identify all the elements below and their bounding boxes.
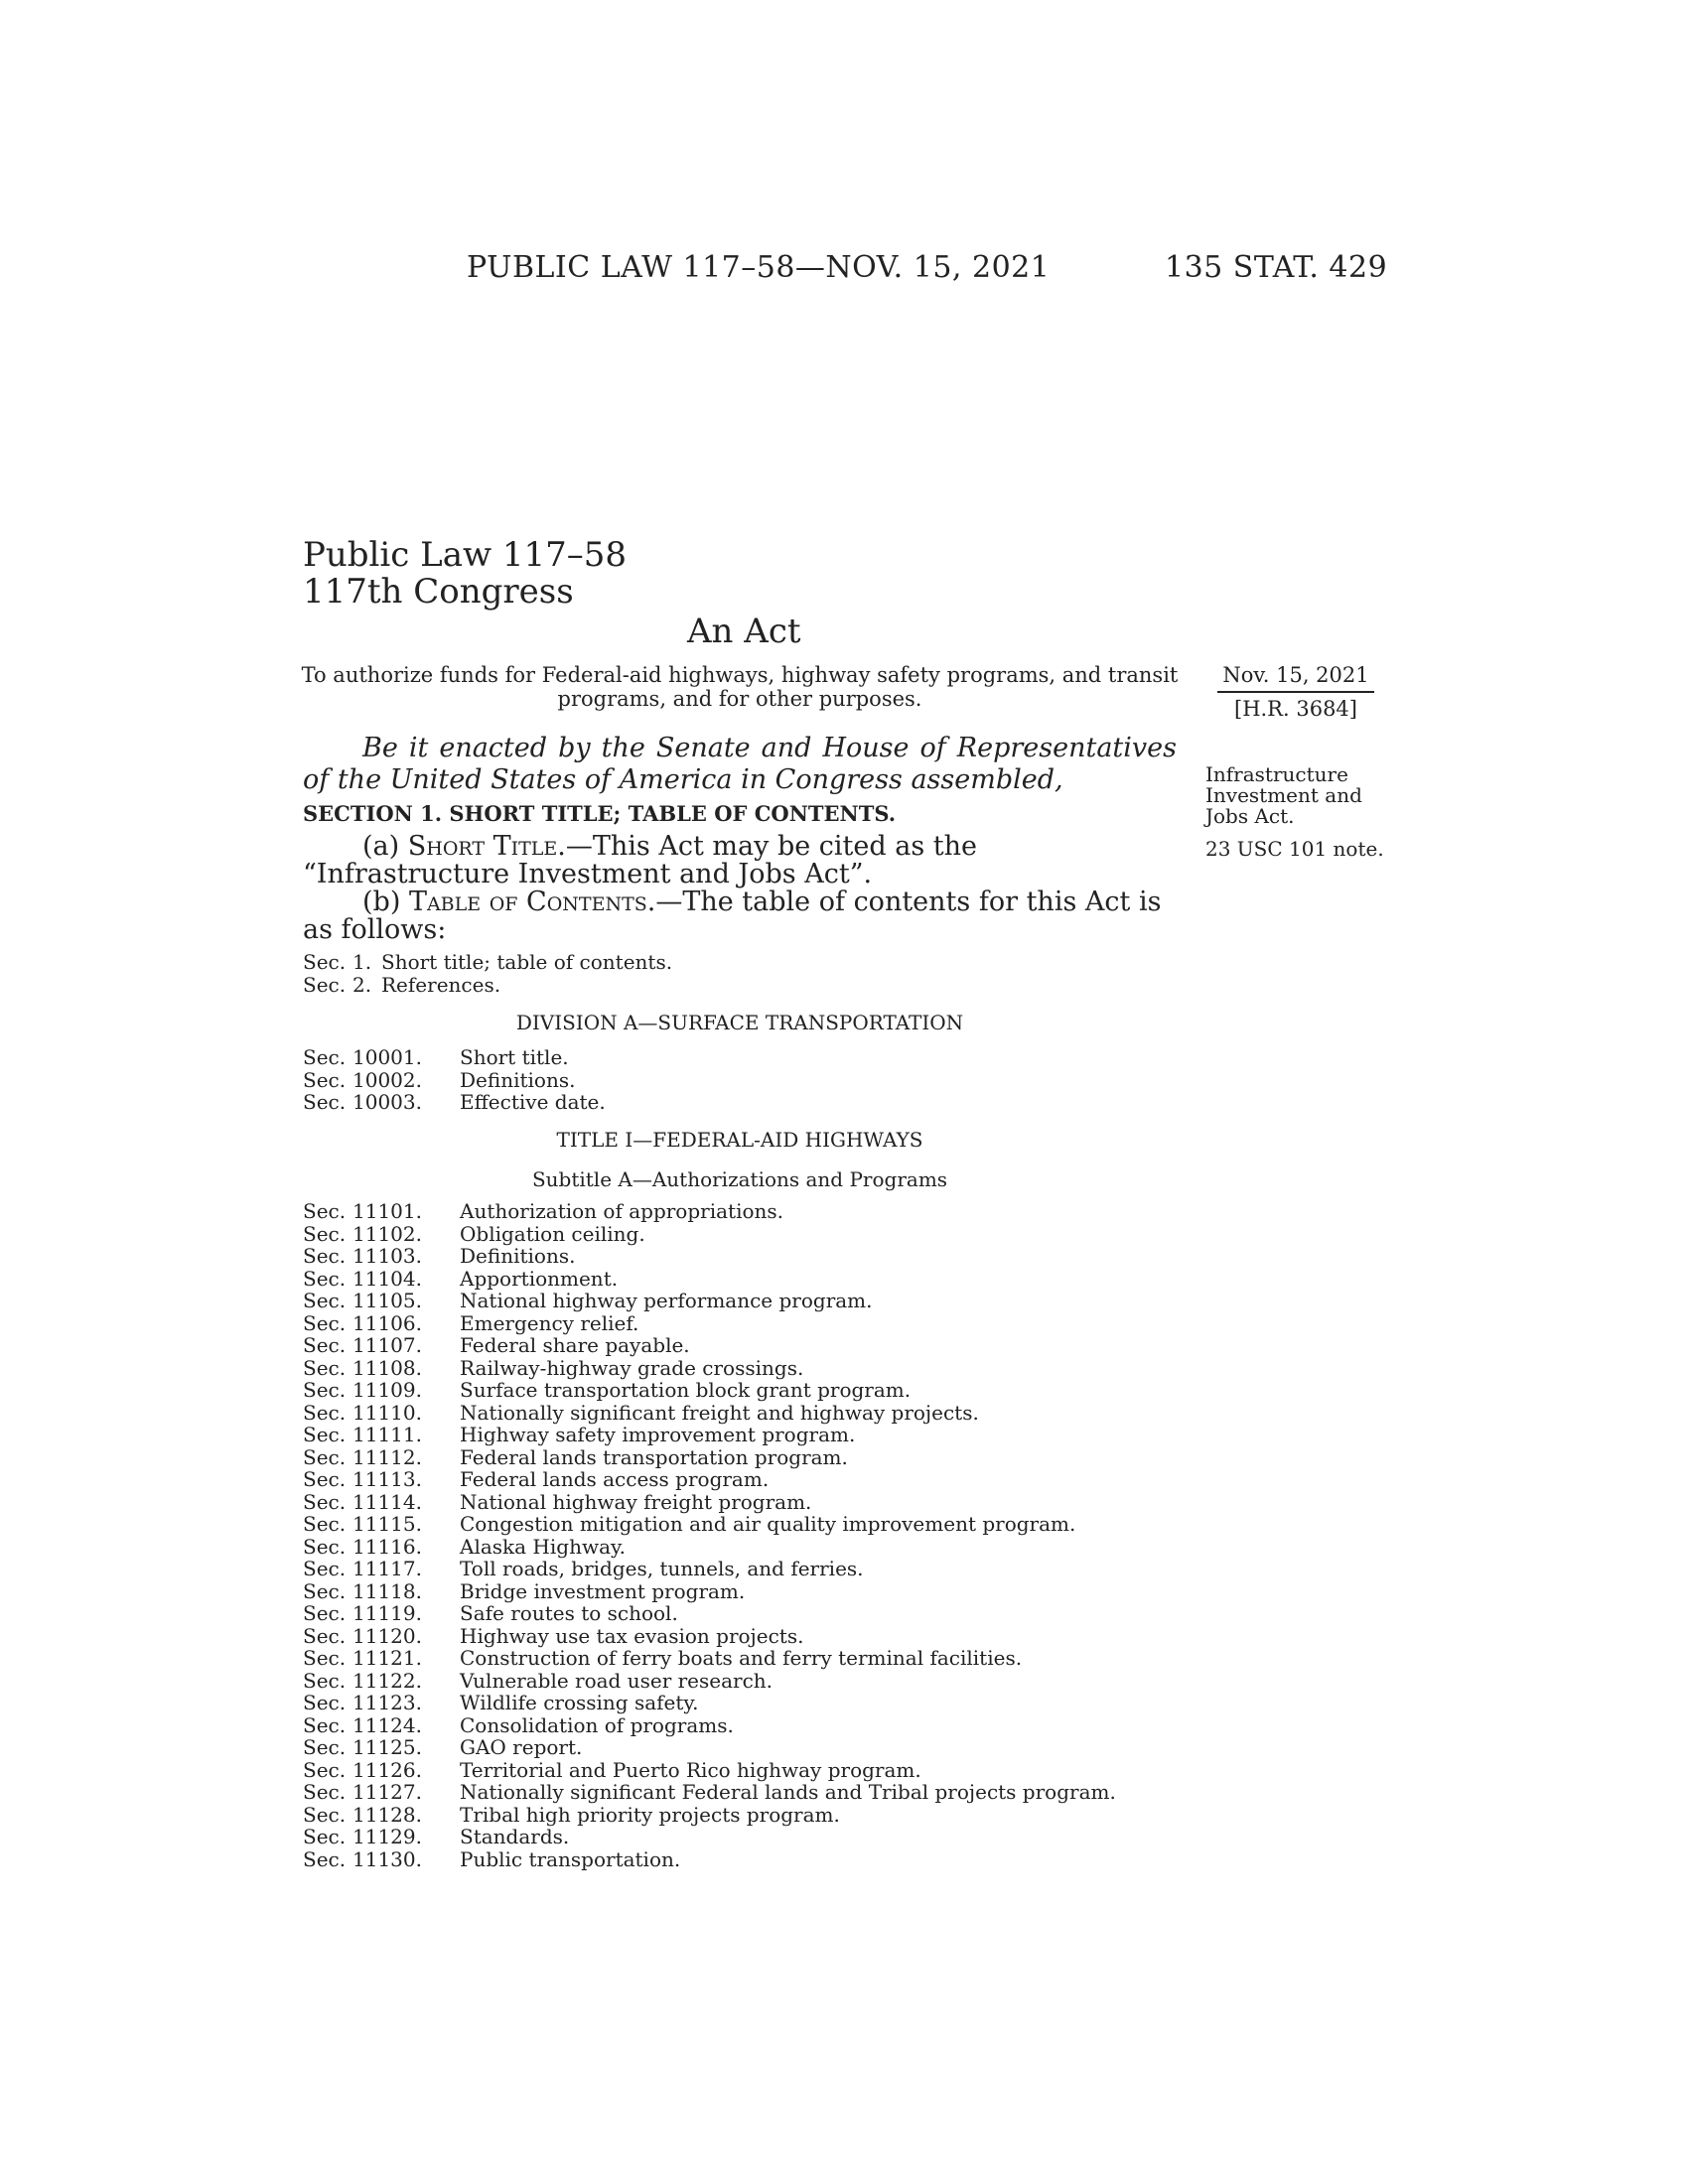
toc-sec-title: Federal share payable.: [460, 1333, 690, 1357]
toc-entry: [303, 1625, 1116, 1648]
toc-sec-number: 10003.: [352, 1090, 422, 1114]
toc-sec-number: 11124.: [352, 1712, 422, 1737]
margin-note-line: Investment and: [1205, 783, 1362, 807]
enactment-date-box: [1217, 663, 1374, 721]
toc-sec-label: Sec.: [303, 1067, 347, 1092]
toc-sec-number: 11126.: [352, 1757, 422, 1782]
toc-sec-number: 11106.: [352, 1310, 422, 1335]
running-header-page: 135 STAT. 429: [1165, 250, 1388, 285]
toc-entry: [303, 1848, 1116, 1871]
enactment-date: Nov. 15, 2021: [1217, 663, 1374, 693]
toc-entry: [303, 1200, 1116, 1223]
toc-sec-number: 11123.: [352, 1691, 422, 1714]
toc-sec-number: 11127.: [352, 1780, 422, 1804]
toc-sec-label: Sec.: [303, 1735, 347, 1759]
enacting-clause: Be it enacted by the Senate and House of Representatives of the United States of America in Congress assembled,: [303, 733, 1177, 795]
margin-note-usc: 23 USC 101 note.: [1205, 837, 1384, 861]
toc-sec-label: Sec.: [303, 1512, 347, 1536]
toc-sec-label: Sec.: [303, 1757, 347, 1782]
toc-sec-number: 10001.: [352, 1045, 422, 1069]
margin-note-short-title: [1205, 764, 1362, 827]
toc-sec-label: Sec.: [303, 1557, 347, 1580]
toc-sec-title: Railway-highway grade crossings.: [460, 1355, 804, 1380]
subtitle-heading: Subtitle A—Authorizations and Programs: [531, 1167, 948, 1191]
toc-sec-title: Nationally significant freight and highway projects.: [460, 1400, 979, 1425]
toc-sec-number: 11130.: [352, 1846, 422, 1871]
toc-entry: [303, 1558, 1116, 1580]
toc-sec-label: Sec.: [303, 1825, 347, 1848]
toc-sec-title: Congestion mitigation and air quality improvement program.: [460, 1512, 1076, 1536]
toc-sec-label: Sec.: [303, 1691, 347, 1714]
toc-sec-title: Definitions.: [460, 1067, 576, 1092]
toc-sec-title: Highway safety improvement program.: [460, 1423, 856, 1446]
margin-note-line: Jobs Act.: [1205, 804, 1295, 828]
toc-sec-number: 11129.: [352, 1825, 422, 1848]
toc-sec-label: Sec.: [303, 1712, 347, 1737]
public-law-number: Public Law 117–58: [303, 535, 628, 575]
toc-entry: [303, 1312, 1116, 1335]
toc-sec-label: Sec.: [303, 1534, 347, 1559]
toc-entry: [303, 1647, 1116, 1670]
toc-entry: [303, 1379, 1116, 1402]
toc-entry: [303, 1223, 1116, 1246]
toc-sec-label: Sec.: [303, 1646, 347, 1670]
toc-sec-title: Short title; table of contents.: [381, 950, 673, 974]
toc-entry: [303, 1670, 1116, 1693]
act-purpose: To authorize funds for Federal-aid highways, highway safety programs, and transit programs, and for other purposes.: [301, 663, 1179, 711]
toc-sec-label: Sec.: [303, 1623, 347, 1648]
toc-entry: [303, 1513, 1116, 1536]
toc-sec-title: Apportionment.: [460, 1266, 619, 1291]
congress-number: 117th Congress: [303, 572, 574, 612]
bill-number: [H.R. 3684]: [1234, 697, 1357, 721]
toc-sec-title: Vulnerable road user research.: [460, 1668, 774, 1693]
toc-sec-title: Surface transportation block grant program.: [460, 1378, 912, 1402]
toc-sec-label: Sec.: [303, 1467, 347, 1491]
paragraph-label: (b): [362, 887, 409, 917]
toc-sec-title: Public transportation.: [460, 1846, 681, 1871]
toc-entry: [303, 1468, 1116, 1491]
toc-sec-number: 11112.: [352, 1444, 422, 1469]
toc-entry: [303, 951, 672, 974]
toc-entry: [303, 1290, 1116, 1312]
toc-sec-label: Sec.: [303, 1423, 347, 1446]
toc-sec-label: Sec.: [303, 1244, 347, 1268]
toc-sec-title: Standards.: [460, 1825, 570, 1848]
toc-title-list: [303, 1200, 1116, 1870]
toc-sec-number: 11118.: [352, 1578, 422, 1603]
toc-sec-number: 11108.: [352, 1355, 422, 1380]
toc-sec-number: 10002.: [352, 1067, 422, 1092]
toc-entry: [303, 1268, 1116, 1291]
division-heading: DIVISION A—SURFACE TRANSPORTATION: [515, 1011, 964, 1034]
toc-sec-number: 1.: [352, 950, 372, 974]
title-heading: TITLE I—FEDERAL-AID HIGHWAYS: [556, 1128, 923, 1152]
toc-entry: [303, 974, 672, 997]
toc-sec-title: Highway use tax evasion projects.: [460, 1623, 804, 1648]
paragraph-text: .—This Act may be cited as the “Infrastructure Investment and Jobs Act”.: [303, 831, 977, 889]
toc-sec-label: Sec.: [303, 1310, 347, 1335]
toc-sec-number: 11120.: [352, 1623, 422, 1648]
toc-sec-number: 11121.: [352, 1646, 422, 1670]
toc-sec-title: Toll roads, bridges, tunnels, and ferries.: [460, 1557, 864, 1580]
toc-sec-title: Federal lands access program.: [460, 1467, 770, 1491]
toc-sec-number: 11102.: [352, 1221, 422, 1246]
toc-entry: [303, 1536, 1116, 1559]
toc-sec-number: 11110.: [352, 1400, 422, 1425]
toc-sec-label: Sec.: [303, 1578, 347, 1603]
toc-sec-number: 11122.: [352, 1668, 422, 1693]
toc-sec-label: Sec.: [303, 1199, 347, 1223]
toc-sec-number: 11125.: [352, 1735, 422, 1759]
toc-sec-number: 11116.: [352, 1534, 422, 1559]
toc-sec-title: Effective date.: [460, 1090, 606, 1114]
toc-sec-title: National highway performance program.: [460, 1289, 873, 1312]
toc-entry: [303, 1334, 1116, 1357]
toc-sec-number: 11104.: [352, 1266, 422, 1291]
toc-entry: [303, 1245, 1116, 1268]
toc-sec-number: 11128.: [352, 1802, 422, 1827]
toc-entry: [303, 1491, 1116, 1514]
toc-sec-title: Emergency relief.: [460, 1310, 639, 1335]
toc-entry: [303, 1069, 606, 1092]
toc-sec-number: 2.: [352, 972, 372, 997]
toc-entry: [303, 1759, 1116, 1782]
toc-entry: [303, 1781, 1116, 1804]
toc-entry: [303, 1046, 606, 1069]
toc-sec-title: Short title.: [460, 1045, 569, 1069]
paragraph-text: .—The table of contents for this Act is as follows:: [303, 887, 1162, 945]
paragraph-caption: Table of Contents: [408, 887, 647, 917]
toc-sec-label: Sec.: [303, 950, 347, 974]
toc-sec-label: Sec.: [303, 1601, 347, 1625]
toc-sec-title: Nationally significant Federal lands and Tribal projects program.: [460, 1780, 1116, 1804]
toc-sec-title: Definitions.: [460, 1244, 576, 1268]
toc-sec-label: Sec.: [303, 1045, 347, 1069]
toc-sec-title: Bridge investment program.: [460, 1578, 746, 1603]
toc-entry: [303, 1091, 606, 1114]
toc-sec-label: Sec.: [303, 1668, 347, 1693]
toc-sec-label: Sec.: [303, 1090, 347, 1114]
toc-sec-title: Territorial and Puerto Rico highway program.: [460, 1757, 921, 1782]
toc-entry: [303, 1402, 1116, 1425]
toc-sec-label: Sec.: [303, 1489, 347, 1514]
toc-sec-title: National highway freight program.: [460, 1489, 812, 1514]
margin-note-line: Infrastructure: [1205, 762, 1348, 786]
toc-sec-title: References.: [381, 972, 501, 997]
toc-sec-label: Sec.: [303, 1400, 347, 1425]
toc-sec-number: 11115.: [352, 1512, 422, 1536]
toc-sec-title: Wildlife crossing safety.: [460, 1691, 699, 1714]
toc-sec-title: Construction of ferry boats and ferry terminal facilities.: [460, 1646, 1023, 1670]
toc-sec-label: Sec.: [303, 1846, 347, 1871]
toc-sec-title: Tribal high priority projects program.: [460, 1802, 840, 1827]
paragraph-table-of-contents: [303, 888, 1177, 944]
toc-sec-number: 11117.: [352, 1557, 422, 1580]
toc-sec-number: 11101.: [352, 1199, 422, 1223]
toc-sec-label: Sec.: [303, 1333, 347, 1357]
toc-sec-number: 11105.: [352, 1289, 422, 1312]
toc-sec-number: 11114.: [352, 1489, 422, 1514]
act-title: An Act: [687, 612, 801, 651]
toc-sec-number: 11107.: [352, 1333, 422, 1357]
paragraph-short-title: [303, 833, 1177, 888]
toc-entry: [303, 1446, 1116, 1469]
toc-entry: [303, 1714, 1116, 1737]
toc-entry: [303, 1692, 1116, 1714]
toc-sec-title: Alaska Highway.: [460, 1534, 626, 1559]
toc-entry: [303, 1602, 1116, 1625]
toc-division-list: [303, 1046, 606, 1114]
section-heading: SECTION 1. SHORT TITLE; TABLE OF CONTENTS.: [303, 801, 897, 826]
toc-sec-title: Safe routes to school.: [460, 1601, 678, 1625]
toc-sec-number: 11119.: [352, 1601, 422, 1625]
toc-sec-title: Federal lands transportation program.: [460, 1444, 848, 1469]
toc-sec-number: 11109.: [352, 1378, 422, 1402]
toc-sec-number: 11111.: [352, 1423, 422, 1446]
toc-entry: [303, 1826, 1116, 1848]
paragraph-label: (a): [362, 831, 408, 862]
running-header-left: PUBLIC LAW 117–58—NOV. 15, 2021: [467, 250, 1051, 285]
toc-sec-number: 11103.: [352, 1244, 422, 1268]
toc-entry: [303, 1424, 1116, 1446]
toc-sec-label: Sec.: [303, 1378, 347, 1402]
toc-sec-label: Sec.: [303, 972, 347, 997]
toc-sec-label: Sec.: [303, 1780, 347, 1804]
toc-sec-title: Obligation ceiling.: [460, 1221, 645, 1246]
toc-intro-list: [303, 951, 672, 996]
toc-entry: [303, 1804, 1116, 1827]
toc-entry: [303, 1580, 1116, 1603]
paragraph-caption: Short Title: [407, 831, 558, 862]
toc-sec-label: Sec.: [303, 1355, 347, 1380]
toc-sec-title: Authorization of appropriations.: [460, 1199, 784, 1223]
toc-sec-number: 11113.: [352, 1467, 422, 1491]
toc-sec-label: Sec.: [303, 1221, 347, 1246]
toc-sec-title: Consolidation of programs.: [460, 1712, 734, 1737]
toc-sec-title: GAO report.: [460, 1735, 583, 1759]
toc-entry: [303, 1736, 1116, 1759]
toc-sec-label: Sec.: [303, 1266, 347, 1291]
toc-sec-label: Sec.: [303, 1289, 347, 1312]
toc-entry: [303, 1357, 1116, 1380]
toc-sec-label: Sec.: [303, 1444, 347, 1469]
toc-sec-label: Sec.: [303, 1802, 347, 1827]
